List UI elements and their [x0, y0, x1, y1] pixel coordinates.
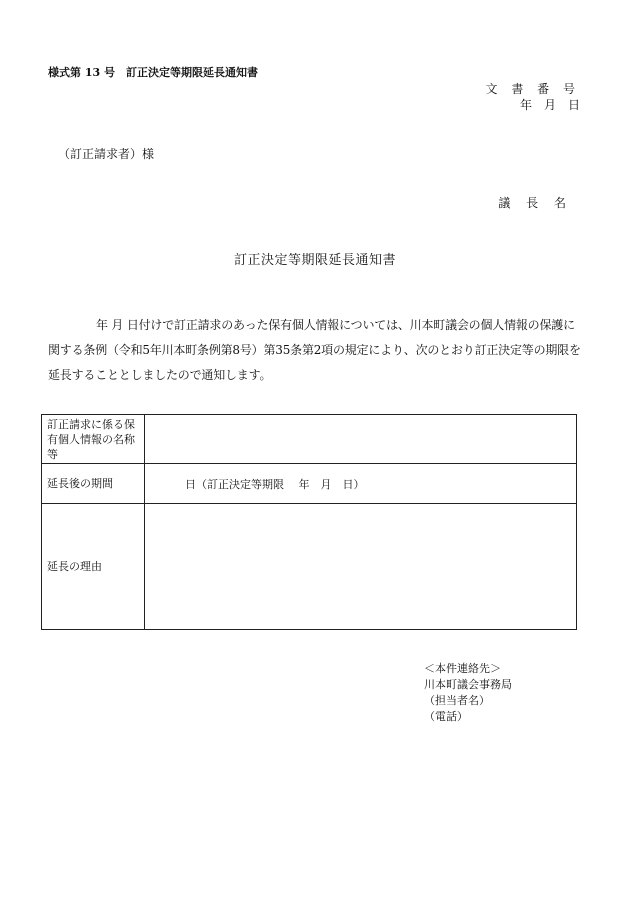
document-date-label: 年 月 日: [519, 98, 580, 112]
body-paragraph: 年 月 日付けで訂正請求のあった保有個人情報については、川本町議会の個人情報の保護に関する条例（令和5年川本町条例第8号）第35条第2項の規定により、次のとおり訂正決定等の期限を延長することとしましたので通知します。: [48, 318, 581, 382]
table-row-extended-period: [42, 464, 577, 504]
form-number: 様式第 13 号 訂正決定等期限延長通知書: [48, 66, 258, 79]
table-row-extension-reason: [42, 504, 577, 630]
addressee: （訂正請求者）様: [58, 147, 155, 161]
info-table: [41, 414, 577, 630]
contact-office: 川本町議会事務局: [424, 678, 512, 691]
row-value-info-name[interactable]: [145, 415, 577, 464]
row-label-extension-reason: 延長の理由: [42, 504, 145, 630]
document-title: 訂正決定等期限延長通知書: [233, 253, 396, 268]
contact-heading: ＜本件連絡先＞: [424, 662, 501, 675]
row-value-extension-reason[interactable]: [145, 504, 577, 630]
contact-phone: （電話）: [424, 710, 468, 723]
row-label-info-name: 訂正請求に係る保有個人情報の名称等: [42, 415, 145, 464]
contact-person: （担当者名）: [424, 694, 490, 707]
row-label-extended-period: 延長後の期間: [42, 464, 145, 504]
sender-name: 議 長 名: [498, 196, 572, 210]
contact-block: [424, 661, 512, 725]
document-number-label: 文 書 番 号: [485, 82, 580, 96]
row-value-extended-period[interactable]: 日（訂正決定等期限 年 月 日）: [145, 464, 577, 504]
table-row-info-name: [42, 415, 577, 464]
